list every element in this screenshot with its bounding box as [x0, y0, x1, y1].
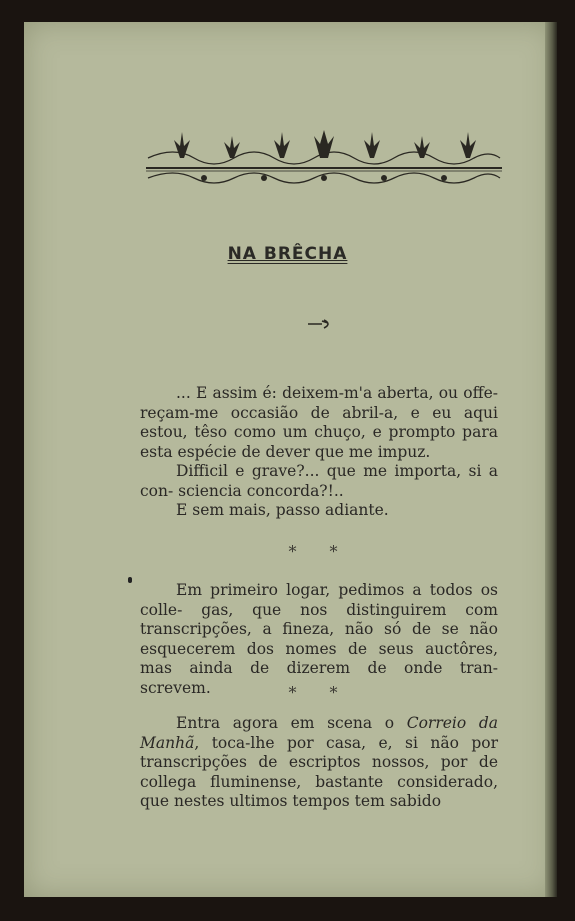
page-title: NA BRÊCHA: [227, 244, 348, 264]
decorative-header-ornament: [144, 130, 504, 192]
paragraph-3: E sem mais, passo adiante.: [176, 501, 389, 519]
newspaper-name: Correio da Manhã: [140, 714, 499, 752]
paragraph-1: ... E assim é: deixem-m'a aberta, ou offe- reçam-me occasião de abril-a, e eu aqui estou, têso como um chuço, e prompto para esta espécie de dever que me impuz.: [140, 384, 498, 461]
first-section: [140, 384, 498, 521]
section-separator: * *: [288, 542, 352, 561]
small-ornament: [306, 316, 336, 330]
book-spine: [545, 22, 557, 897]
ink-mark: [128, 577, 132, 583]
paragraph-5: Entra agora em scena o Correio da Manhã, toca-lhe por casa, e, si não por transcripções de escriptos nossos, por de collega fluminense, bastante considerado, que nestes ultimos tempos tem sabido: [140, 714, 499, 810]
paragraph-2: Difficil e grave?... que me importa, si a con- sciencia concorda?!..: [140, 462, 498, 500]
paragraph-4: Em primeiro logar, pedimos a todos os colle- gas, que nos distinguirem com transcripções, a fineza, não só de se não esquecerem dos nomes de seus auctôres, mas ainda de dizerem de onde tran- screvem.: [140, 581, 498, 697]
third-section: [140, 714, 498, 812]
second-section: [140, 581, 498, 698]
section-separator-2: * *: [288, 683, 352, 702]
